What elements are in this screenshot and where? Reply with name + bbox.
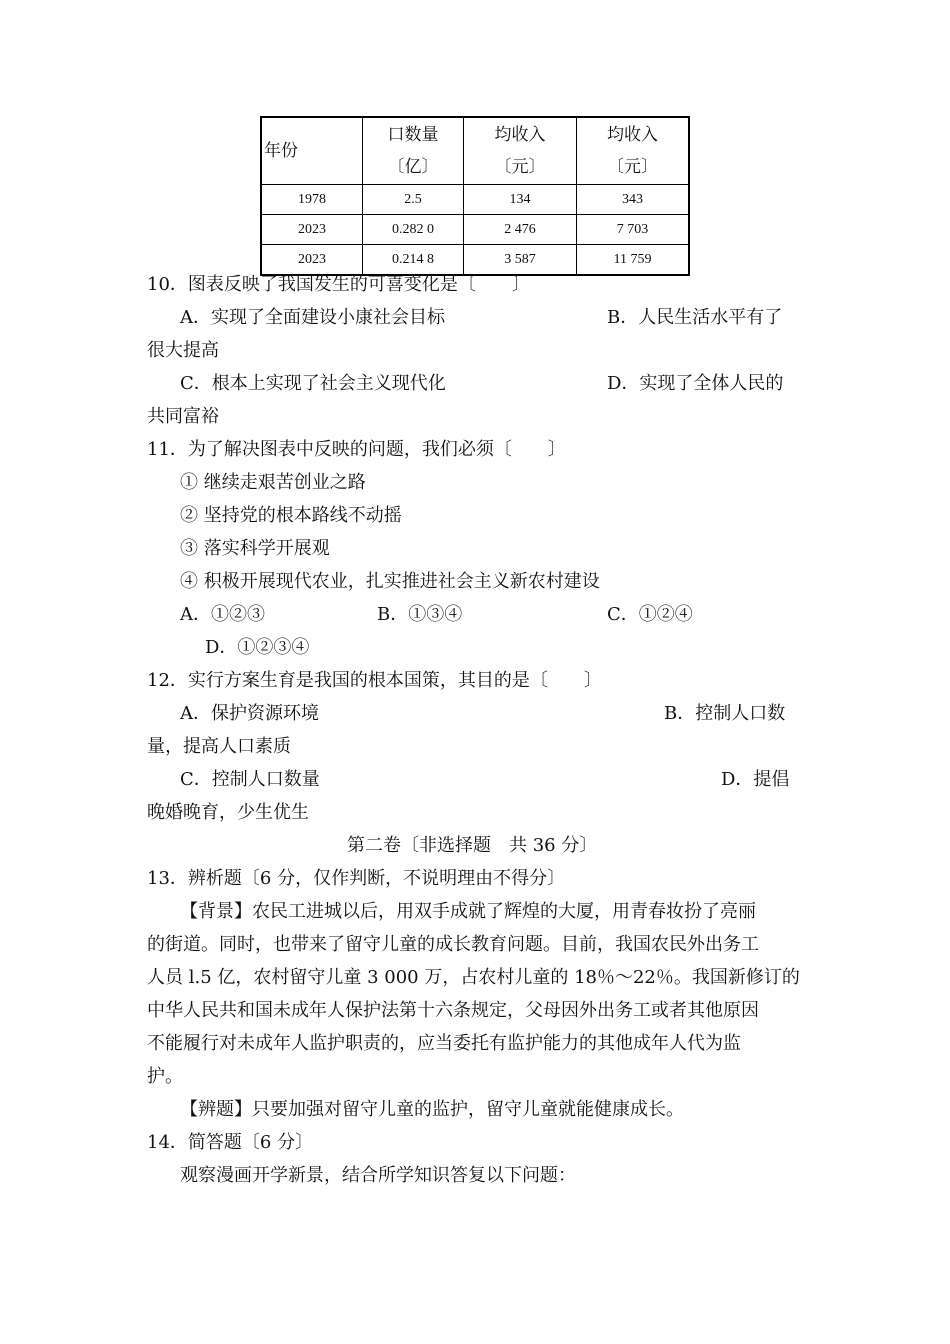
q14-text: 观察漫画开学新景，结合所学知识答复以下问题： — [180, 1165, 576, 1186]
q12-option-b-cont: 量，提高人口素质 — [147, 736, 291, 757]
q13-stem: 13．辨析题〔6 分，仅作判断，不说明理由不得分〕 — [147, 868, 566, 889]
q10-stem: 10．图表反映了我国发生的可喜变化是〔 〕 — [147, 274, 530, 295]
q12-option-a: A．保护资源环境 — [180, 703, 319, 724]
q10-option-a: A．实现了全面建设小康社会目标 — [180, 307, 445, 328]
table-cell: 0.282 0 — [363, 215, 464, 245]
q10-option-c: C．根本上实现了社会主义现代化 — [180, 373, 446, 394]
q13-background-line: 不能履行对未成年人监护职责的，应当委托有监护能力的其他成年人代为监 — [147, 1033, 741, 1054]
q11-stem: 11．为了解决图表中反映的问题，我们必须〔 〕 — [147, 439, 566, 460]
q13-background-line: 护。 — [147, 1066, 183, 1087]
q10-option-b-cont: 很大提高 — [147, 340, 219, 361]
table-header-income-1: 均收入 〔元〕 — [464, 117, 577, 185]
q12-option-d: D．提倡 — [721, 769, 790, 790]
table-cell: 7 703 — [577, 215, 690, 245]
q11-option-d: D．①②③④ — [205, 637, 310, 658]
q13-background-line: 的街道。同时，也带来了留守儿童的成长教育问题。目前，我国农民外出务工 — [147, 934, 759, 955]
q12-option-d-cont: 晚婚晚育，少生优生 — [147, 802, 309, 823]
q14-stem: 14．简答题〔6 分〕 — [147, 1132, 314, 1153]
table-cell: 2 476 — [464, 215, 577, 245]
q11-statement-4: ④ 积极开展现代农业，扎实推进社会主义新农村建设 — [180, 571, 600, 592]
table-header-row — [261, 117, 689, 185]
table-header-population: 口数量 〔亿〕 — [363, 117, 464, 185]
q12-option-b: B．控制人口数 — [664, 703, 786, 724]
q11-option-a: A．①②③ — [180, 604, 265, 625]
table-cell: 343 — [577, 185, 690, 215]
q13-background-line: 中华人民共和国未成年人保护法第十六条规定，父母因外出务工或者其他原因 — [147, 1000, 759, 1021]
q12-stem: 12．实行方案生育是我国的根本国策，其目的是〔 〕 — [147, 670, 602, 691]
table-row — [261, 245, 689, 276]
table-cell: 1978 — [261, 185, 363, 215]
table-row — [261, 215, 689, 245]
table-cell: 2.5 — [363, 185, 464, 215]
q10-option-b: B．人民生活水平有了 — [607, 307, 783, 328]
income-table — [260, 116, 690, 276]
table-cell: 2023 — [261, 215, 363, 245]
table-cell: 0.214 8 — [363, 245, 464, 276]
section-two-heading: 第二卷〔非选择题 共 36 分〕 — [347, 835, 598, 856]
q13-topic: 【辨题】只要加强对留守儿童的监护，留守儿童就能健康成长。 — [180, 1099, 684, 1120]
table-cell: 134 — [464, 185, 577, 215]
table-row — [261, 185, 689, 215]
q13-background-line: 【背景】农民工进城以后，用双手成就了辉煌的大厦，用青春妆扮了亮丽 — [180, 901, 756, 922]
q11-statement-2: ② 坚持党的根本路线不动摇 — [180, 505, 402, 526]
table-cell: 3 587 — [464, 245, 577, 276]
q13-background-line: 人员 l.5 亿，农村留守儿童 3 000 万，占农村儿童的 18％～22％。我国新修订的 — [147, 967, 800, 988]
table-header-year: 年份 — [261, 117, 363, 185]
table-cell: 2023 — [261, 245, 363, 276]
q11-statement-3: ③ 落实科学开展观 — [180, 538, 330, 559]
q11-option-c: C．①②④ — [607, 604, 693, 625]
q11-option-b: B．①③④ — [377, 604, 463, 625]
table-header-income-2: 均收入 〔元〕 — [577, 117, 690, 185]
table-cell: 11 759 — [577, 245, 690, 276]
q10-option-d-cont: 共同富裕 — [147, 406, 219, 427]
q12-option-c: C．控制人口数量 — [180, 769, 320, 790]
q11-statement-1: ① 继续走艰苦创业之路 — [180, 472, 366, 493]
q10-option-d: D．实现了全体人民的 — [607, 373, 784, 394]
